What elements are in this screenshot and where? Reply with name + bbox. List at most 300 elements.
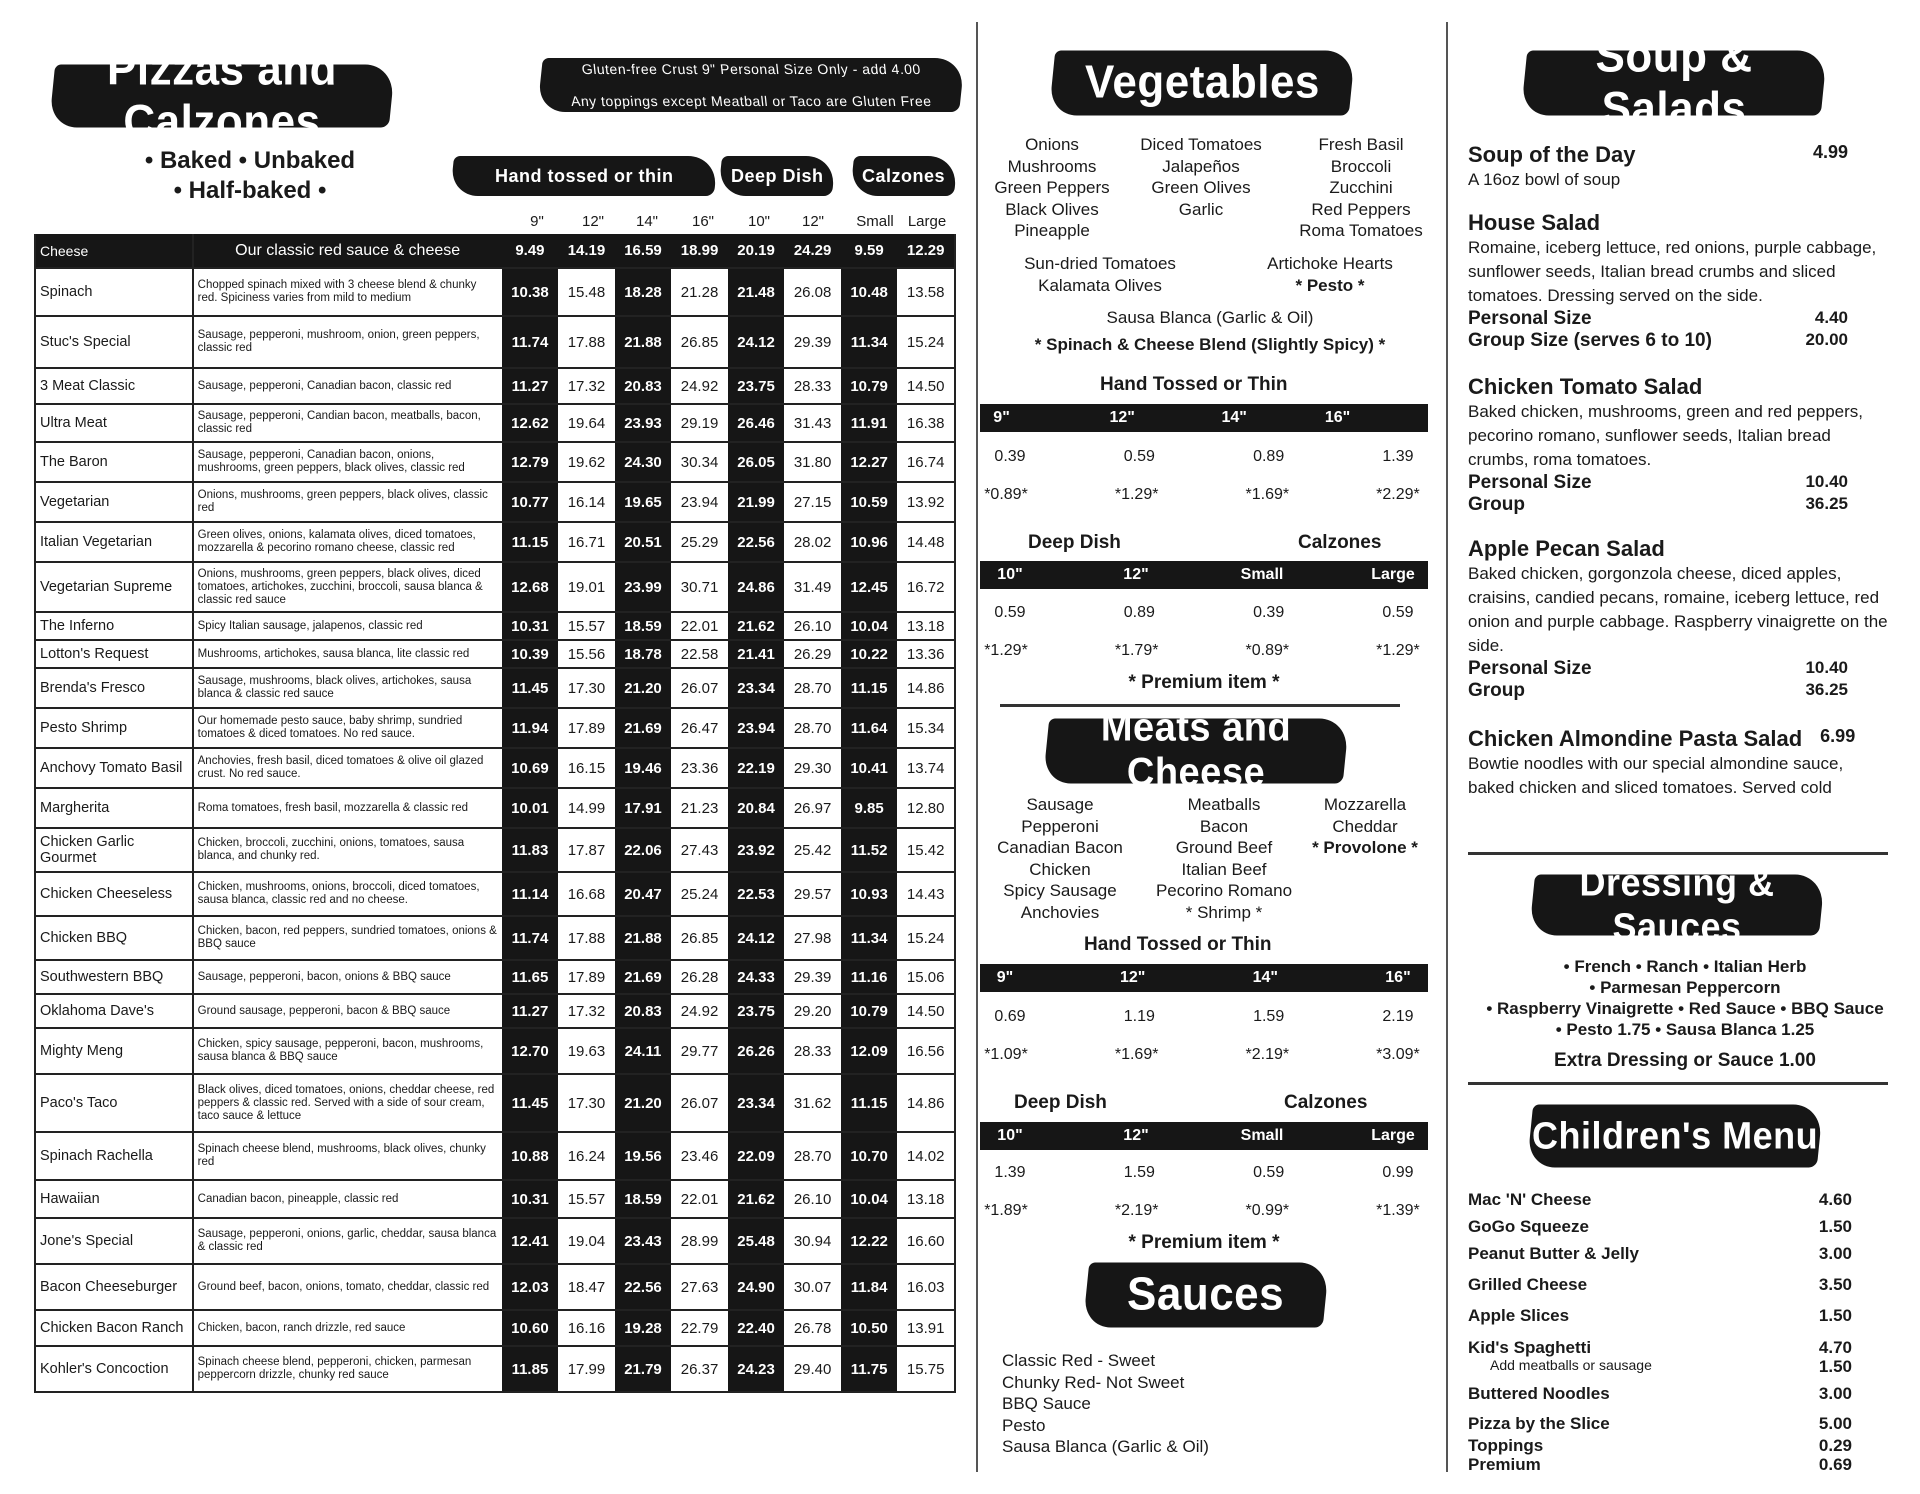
pizza-row <box>35 748 955 788</box>
pizza-price: 19.01 <box>558 562 615 612</box>
pizza-price: 19.65 <box>615 482 672 522</box>
pizza-row <box>35 916 955 960</box>
meat-ht-premium <box>976 1046 1428 1064</box>
pizza-price: 14.19 <box>558 234 615 268</box>
soup-name: Soup of the Day <box>1468 142 1636 167</box>
meat-dd-premium <box>976 1202 1428 1220</box>
pizza-price: 26.78 <box>784 1310 841 1346</box>
pizza-price: 21.23 <box>671 788 728 828</box>
pizza-price: 26.37 <box>671 1346 728 1392</box>
gluten-free-line2: Any toppings except Meatball or Taco are Gluten Free <box>569 93 933 109</box>
bake-options <box>100 146 400 206</box>
kid-item-name: Premium <box>1468 1455 1541 1474</box>
pizza-name: The Baron <box>35 442 193 482</box>
pizza-price: 21.69 <box>615 708 672 748</box>
pizza-price: 10.22 <box>841 640 898 668</box>
premium-price: *1.39* <box>1376 1202 1420 1219</box>
pizza-row <box>35 1074 955 1132</box>
pizza-row <box>35 1346 955 1392</box>
meat-item: Anchovies <box>1020 902 1100 922</box>
meat-item: Sausage <box>1026 795 1094 814</box>
kid-item <box>1468 1244 1888 1264</box>
size-header: 12" <box>801 213 824 230</box>
veg-item: Green Peppers <box>994 178 1110 197</box>
veg-item: Mushrooms <box>1007 156 1097 176</box>
soup-section <box>1468 142 1888 800</box>
pizza-price: 22.06 <box>615 828 672 872</box>
size-label: Small <box>1240 566 1284 583</box>
meat-col2 <box>1144 794 1304 923</box>
pizza-price: 16.14 <box>558 482 615 522</box>
price: 20.00 <box>1805 330 1848 349</box>
pizza-price: 13.36 <box>897 640 955 668</box>
size-label: Group <box>1468 680 1525 701</box>
pizza-row <box>35 1310 955 1346</box>
kid-item-name: Buttered Noodles <box>1468 1384 1610 1403</box>
size-label: 10" <box>997 1127 1023 1144</box>
gluten-free-banner <box>537 58 965 112</box>
pizza-description: Green olives, onions, kalamata olives, diced tomatoes, mozzarella & pecorino romano cheese, classic red <box>193 522 502 562</box>
price: 0.59 <box>1123 448 1155 465</box>
veg-item: Fresh Basil <box>1318 135 1404 154</box>
kid-item-price: 4.60 <box>1818 1190 1852 1209</box>
pizza-name: Mighty Meng <box>35 1028 193 1074</box>
pizza-price: 21.62 <box>728 612 785 640</box>
pizza-price: 10.79 <box>841 994 898 1028</box>
pizza-name: Lotton's Request <box>35 640 193 668</box>
pizza-price: 18.78 <box>615 640 672 668</box>
pizza-price: 17.89 <box>558 960 615 994</box>
pizza-price: 11.15 <box>841 668 898 708</box>
veg-item: Pineapple <box>1014 221 1090 240</box>
pizza-price: 26.26 <box>728 1028 785 1074</box>
pizza-description: Chicken, bacon, red peppers, sundried tomatoes, onions & BBQ sauce <box>193 916 502 960</box>
pizza-price: 26.10 <box>784 612 841 640</box>
soup-salads-title: Soup & Salads <box>1521 50 1828 115</box>
pizza-price: 28.33 <box>784 1028 841 1074</box>
pizza-price: 31.80 <box>784 442 841 482</box>
dressings-list <box>1450 956 1920 1071</box>
pizza-price: 10.96 <box>841 522 898 562</box>
pizza-name: Oklahoma Dave's <box>35 994 193 1028</box>
children-title: Children's Menu <box>1527 1105 1823 1168</box>
pizza-price: 28.70 <box>784 668 841 708</box>
pizza-price: 25.24 <box>671 872 728 916</box>
pizza-price: 25.48 <box>728 1218 785 1264</box>
pizza-description: Ground sausage, pepperoni, bacon & BBQ sauce <box>193 994 502 1028</box>
veg-ht-prices <box>980 448 1428 466</box>
price: 1.59 <box>1123 1164 1155 1181</box>
pizza-row <box>35 1028 955 1074</box>
pizza-price: 13.18 <box>897 1180 955 1218</box>
premium-price: *3.09* <box>1376 1046 1420 1063</box>
pizza-description: Our homemade pesto sauce, baby shrimp, sundried tomatoes & diced tomatoes. No red sauce. <box>193 708 502 748</box>
pizza-row <box>35 960 955 994</box>
pizza-price: 12.41 <box>502 1218 559 1264</box>
veg-item: Diced Tomatoes <box>1140 135 1262 154</box>
pizza-row <box>35 1180 955 1218</box>
pizza-row <box>35 612 955 640</box>
pizza-price: 17.30 <box>558 1074 615 1132</box>
veg-sausa: Sausa Blanca (Garlic & Oil) <box>1106 308 1314 327</box>
pizza-price: 21.41 <box>728 640 785 668</box>
pizza-price: 12.29 <box>897 234 955 268</box>
chicken-almondine-desc: Bowtie noodles with our special almondine sauce, baked chicken and sliced tomatoes. Served cold <box>1468 754 1844 797</box>
pizza-price: 24.12 <box>728 316 785 368</box>
pizza-row <box>35 668 955 708</box>
pizza-description: Chicken, broccoli, zucchini, onions, tomatoes, sausa blanca, and chunky red. <box>193 828 502 872</box>
chicken-almondine-name: Chicken Almondine Pasta Salad <box>1468 726 1803 751</box>
pizza-price: 11.84 <box>841 1264 898 1310</box>
dressing-line: • Parmesan Peppercorn <box>1589 978 1781 997</box>
pizza-price: 9.49 <box>502 234 559 268</box>
pizza-price: 16.72 <box>897 562 955 612</box>
pizzas-title: Pizzas and Calzones <box>49 65 395 128</box>
pizza-price: 10.04 <box>841 612 898 640</box>
pizza-price: 17.88 <box>558 316 615 368</box>
pizza-price: 22.01 <box>671 612 728 640</box>
veg-extra-left <box>990 253 1210 296</box>
premium-price: *1.09* <box>984 1046 1028 1063</box>
pizza-price: 17.32 <box>558 368 615 404</box>
pizza-name: Southwestern BBQ <box>35 960 193 994</box>
meat-deep-dish-title: Deep Dish <box>1014 1092 1107 1113</box>
pizza-price: 10.31 <box>502 1180 559 1218</box>
pizza-description: Sausage, mushrooms, black olives, artichokes, sausa blanca & classic red sauce <box>193 668 502 708</box>
pizza-price: 11.75 <box>841 1346 898 1392</box>
vegetables-title: Vegetables <box>1049 50 1356 115</box>
veg-item: Kalamata Olives <box>1038 275 1162 295</box>
veg-calzones-title: Calzones <box>1298 532 1382 553</box>
pizza-row <box>35 522 955 562</box>
price: 36.25 <box>1805 494 1848 513</box>
pizza-name: Margherita <box>35 788 193 828</box>
pizza-price: 15.34 <box>897 708 955 748</box>
pizza-price: 12.27 <box>841 442 898 482</box>
sauce-item: Classic Red - Sweet <box>1002 1351 1156 1370</box>
kid-item-name: Apple Slices <box>1468 1306 1570 1325</box>
pizza-description: Sausage, pepperoni, bacon, onions & BBQ sauce <box>193 960 502 994</box>
pizza-name: Spinach <box>35 268 193 316</box>
pizza-description: Spicy Italian sausage, jalapenos, classic red <box>193 612 502 640</box>
chicken-tomato-name: Chicken Tomato Salad <box>1468 374 1703 399</box>
pizza-price: 10.50 <box>841 1310 898 1346</box>
veg-extra-right <box>1230 253 1430 296</box>
price: 36.25 <box>1805 680 1848 699</box>
kid-item-name: Pizza by the Slice <box>1468 1414 1610 1433</box>
pizza-name: Vegetarian <box>35 482 193 522</box>
price: 0.69 <box>994 1008 1026 1025</box>
pizza-price: 31.43 <box>784 404 841 442</box>
pizza-price: 11.83 <box>502 828 559 872</box>
meat-premium-note: * Premium item * <box>1128 1232 1280 1253</box>
pizza-price: 16.74 <box>897 442 955 482</box>
pizza-description: Roma tomatoes, fresh basil, mozzarella & classic red <box>193 788 502 828</box>
pizza-price: 17.30 <box>558 668 615 708</box>
pizza-price: 24.92 <box>671 994 728 1028</box>
pizza-price: 28.70 <box>784 1132 841 1180</box>
pizza-price: 26.85 <box>671 316 728 368</box>
premium-price: *2.19* <box>1114 1202 1159 1219</box>
pizza-price: 20.83 <box>615 994 672 1028</box>
pizza-price: 22.09 <box>728 1132 785 1180</box>
price: 2.19 <box>1382 1008 1414 1025</box>
pizza-description: Canadian bacon, pineapple, classic red <box>193 1180 502 1218</box>
pizza-price: 24.90 <box>728 1264 785 1310</box>
size-label: 9" <box>993 409 1010 426</box>
pizza-price: 12.79 <box>502 442 559 482</box>
size-label: 14" <box>1252 969 1278 986</box>
pizza-description: Chicken, bacon, ranch drizzle, red sauce <box>193 1310 502 1346</box>
size-label: Group <box>1468 494 1525 515</box>
price: 1.39 <box>994 1164 1026 1181</box>
pizza-description: Ground beef, bacon, onions, tomato, cheddar, classic red <box>193 1264 502 1310</box>
pizza-price: 20.51 <box>615 522 672 562</box>
pizza-row <box>35 234 955 268</box>
pizza-price: 14.86 <box>897 1074 955 1132</box>
pizza-price: 19.62 <box>558 442 615 482</box>
pizza-price: 21.28 <box>671 268 728 316</box>
pizza-price: 19.64 <box>558 404 615 442</box>
pizza-price: 10.31 <box>502 612 559 640</box>
gluten-free-line1: Gluten-free Crust 9" Personal Size Only - add 4.00 <box>580 61 922 77</box>
pizza-price: 15.75 <box>897 1346 955 1392</box>
pizza-price: 29.19 <box>671 404 728 442</box>
kid-item-price: 4.70 <box>1818 1338 1852 1357</box>
pizza-price: 28.33 <box>784 368 841 404</box>
apple-pecan-personal <box>1468 658 1888 680</box>
pizza-price: 21.99 <box>728 482 785 522</box>
veg-dd-prices <box>980 604 1428 622</box>
size-header: 9" <box>530 213 544 230</box>
veg-item: Black Olives <box>1005 199 1099 219</box>
pizza-price: 10.59 <box>841 482 898 522</box>
pizza-price: 10.04 <box>841 1180 898 1218</box>
pizza-price: 21.20 <box>615 668 672 708</box>
size-header: 12" <box>581 213 604 230</box>
pizza-price: 11.27 <box>502 368 559 404</box>
meat-dd-prices <box>980 1164 1428 1182</box>
size-label: 9" <box>996 969 1014 986</box>
pizza-name: The Inferno <box>35 612 193 640</box>
pizza-name: Hawaiian <box>35 1180 193 1218</box>
pizza-price: 30.94 <box>784 1218 841 1264</box>
kid-item <box>1468 1436 1888 1456</box>
pizza-price: 12.03 <box>502 1264 559 1310</box>
pizza-price: 27.63 <box>671 1264 728 1310</box>
pizza-name: Kohler's Concoction <box>35 1346 193 1392</box>
apple-pecan-group <box>1468 680 1888 702</box>
price: 0.59 <box>1382 604 1414 621</box>
kid-item-price: 1.50 <box>1818 1357 1852 1376</box>
pizza-description: Sausage, pepperoni, mushroom, onion, green peppers, classic red <box>193 316 502 368</box>
meat-item: Meatballs <box>1187 795 1261 814</box>
meat-dd-sizes <box>980 1122 1428 1150</box>
pizza-row <box>35 404 955 442</box>
pizza-price: 23.75 <box>728 368 785 404</box>
premium-price: *2.19* <box>1245 1046 1290 1063</box>
meats-title: Meats and Cheese <box>1043 718 1350 783</box>
price: 1.19 <box>1123 1008 1155 1025</box>
pizza-price: 23.92 <box>728 828 785 872</box>
pizza-price: 15.42 <box>897 828 955 872</box>
pizza-row <box>35 562 955 612</box>
pizza-name: Anchovy Tomato Basil <box>35 748 193 788</box>
meat-calzones-title: Calzones <box>1284 1092 1368 1113</box>
pizza-name: Brenda's Fresco <box>35 668 193 708</box>
premium-price: *1.29* <box>984 642 1028 659</box>
meat-item: Cheddar <box>1332 816 1398 836</box>
pizza-name: Pesto Shrimp <box>35 708 193 748</box>
veg-item: Garlic <box>1178 199 1224 219</box>
column-divider <box>976 22 978 1472</box>
pizza-price: 20.84 <box>728 788 785 828</box>
pizza-row <box>35 828 955 872</box>
pizza-row <box>35 268 955 316</box>
pizza-price: 11.64 <box>841 708 898 748</box>
veg-col2 <box>1126 134 1276 220</box>
size-label: 12" <box>1123 566 1149 583</box>
pizza-price: 26.46 <box>728 404 785 442</box>
size-label: Large <box>1371 1127 1415 1144</box>
pizza-name: 3 Meat Classic <box>35 368 193 404</box>
pizza-price: 14.48 <box>897 522 955 562</box>
pizza-price: 11.94 <box>502 708 559 748</box>
pizza-price: 16.15 <box>558 748 615 788</box>
veg-ht-premium <box>976 486 1428 504</box>
pizza-description: Our classic red sauce & cheese <box>193 234 502 268</box>
pizza-name: Cheese <box>35 234 193 268</box>
size-label: 14" <box>1221 409 1247 426</box>
sauces-list <box>1002 1350 1209 1458</box>
kid-item-price: 5.00 <box>1818 1414 1852 1433</box>
pizza-price: 22.01 <box>671 1180 728 1218</box>
kid-item-price: 3.50 <box>1818 1275 1852 1294</box>
pizza-price: 9.85 <box>841 788 898 828</box>
pizza-price: 16.56 <box>897 1028 955 1074</box>
pizza-price: 15.48 <box>558 268 615 316</box>
pizza-price: 21.88 <box>615 316 672 368</box>
pizza-price: 24.33 <box>728 960 785 994</box>
house-salad-group <box>1468 330 1888 352</box>
dressing-extra: Extra Dressing or Sauce 1.00 <box>1554 1050 1816 1071</box>
meat-item: Pecorino Romano <box>1155 881 1293 900</box>
pizza-price: 10.39 <box>502 640 559 668</box>
pizza-price: 28.02 <box>784 522 841 562</box>
pizza-price: 12.68 <box>502 562 559 612</box>
pizza-price: 22.79 <box>671 1310 728 1346</box>
pizza-price: 21.62 <box>728 1180 785 1218</box>
price: 0.59 <box>994 604 1026 621</box>
kid-item <box>1468 1217 1888 1237</box>
premium-price: *0.99* <box>1245 1202 1290 1219</box>
pizza-price: 11.85 <box>502 1346 559 1392</box>
pizza-price: 22.53 <box>728 872 785 916</box>
veg-item: Jalapeños <box>1162 156 1240 176</box>
kid-item <box>1468 1190 1888 1210</box>
pizza-price: 21.88 <box>615 916 672 960</box>
premium-price: *1.79* <box>1114 642 1159 659</box>
pizza-price: 16.24 <box>558 1132 615 1180</box>
pizza-price: 10.93 <box>841 872 898 916</box>
size-header: 10" <box>747 213 770 230</box>
pizza-price: 29.57 <box>784 872 841 916</box>
premium-price: *0.89* <box>984 486 1028 503</box>
pizza-name: Ultra Meat <box>35 404 193 442</box>
veg-dd-premium <box>976 642 1428 660</box>
pizza-price: 23.99 <box>615 562 672 612</box>
veg-deep-dish-title: Deep Dish <box>1028 532 1121 553</box>
pizza-description: Sausage, pepperoni, onions, garlic, cheddar, sausa blanca & classic red <box>193 1218 502 1264</box>
pizza-name: Chicken BBQ <box>35 916 193 960</box>
pizza-price: 24.86 <box>728 562 785 612</box>
pizza-price: 15.06 <box>897 960 955 994</box>
pizza-name: Chicken Bacon Ranch <box>35 1310 193 1346</box>
pizza-price: 15.57 <box>558 1180 615 1218</box>
pizza-price: 22.58 <box>671 640 728 668</box>
pizza-row <box>35 1132 955 1180</box>
pizza-price: 28.70 <box>784 708 841 748</box>
meat-col1 <box>980 794 1140 923</box>
veg-item: Sun-dried Tomatoes <box>1024 254 1176 273</box>
pizza-price: 11.52 <box>841 828 898 872</box>
pizza-price: 16.68 <box>558 872 615 916</box>
price: 0.59 <box>1253 1164 1285 1181</box>
pizza-price: 31.49 <box>784 562 841 612</box>
pizza-price: 26.08 <box>784 268 841 316</box>
pizza-price: 10.01 <box>502 788 559 828</box>
pizza-price: 17.99 <box>558 1346 615 1392</box>
size-label: 16" <box>1324 409 1351 426</box>
pizza-description: Sausage, pepperoni, Candian bacon, meatballs, bacon, classic red <box>193 404 502 442</box>
pizza-price: 13.91 <box>897 1310 955 1346</box>
meat-item: Italian Beef <box>1181 859 1267 879</box>
pizza-price: 27.43 <box>671 828 728 872</box>
kid-item-name: Mac 'N' Cheese <box>1468 1190 1592 1209</box>
bake-options-line2: • Half-baked • <box>173 177 327 204</box>
kid-item-name: Peanut Butter & Jelly <box>1468 1244 1639 1263</box>
pizza-row <box>35 1218 955 1264</box>
pizza-price: 12.70 <box>502 1028 559 1074</box>
pizza-name: Chicken Garlic Gourmet <box>35 828 193 872</box>
house-salad-name: House Salad <box>1468 210 1601 235</box>
meat-item: Pepperoni <box>1021 816 1099 836</box>
size-header: 16" <box>691 213 714 230</box>
pizza-price: 16.71 <box>558 522 615 562</box>
pizza-price: 18.59 <box>615 1180 672 1218</box>
pizza-price: 26.29 <box>784 640 841 668</box>
price: 0.99 <box>1382 1164 1414 1181</box>
pizza-price: 16.03 <box>897 1264 955 1310</box>
veg-dd-sizes <box>980 561 1428 589</box>
meat-item: Spicy Sausage <box>1003 881 1117 900</box>
pizza-price: 11.45 <box>502 1074 559 1132</box>
veg-item: * Pesto * <box>1295 275 1365 295</box>
section-divider <box>1468 1082 1888 1085</box>
veg-item: Green Olives <box>1151 178 1251 197</box>
pizza-description: Mushrooms, artichokes, sausa blanca, lite classic red <box>193 640 502 668</box>
pizza-price: 23.75 <box>728 994 785 1028</box>
sauce-item: BBQ Sauce <box>1002 1394 1091 1413</box>
size-header: 14" <box>635 213 658 230</box>
pizza-price: 27.98 <box>784 916 841 960</box>
pizza-price: 11.16 <box>841 960 898 994</box>
pizza-description: Chopped spinach mixed with 3 cheese blend & chunky red. Spiciness varies from mild to medium <box>193 268 502 316</box>
pizza-price: 11.91 <box>841 404 898 442</box>
pizza-price: 23.94 <box>728 708 785 748</box>
pizza-price: 18.59 <box>615 612 672 640</box>
pizza-price: 31.62 <box>784 1074 841 1132</box>
